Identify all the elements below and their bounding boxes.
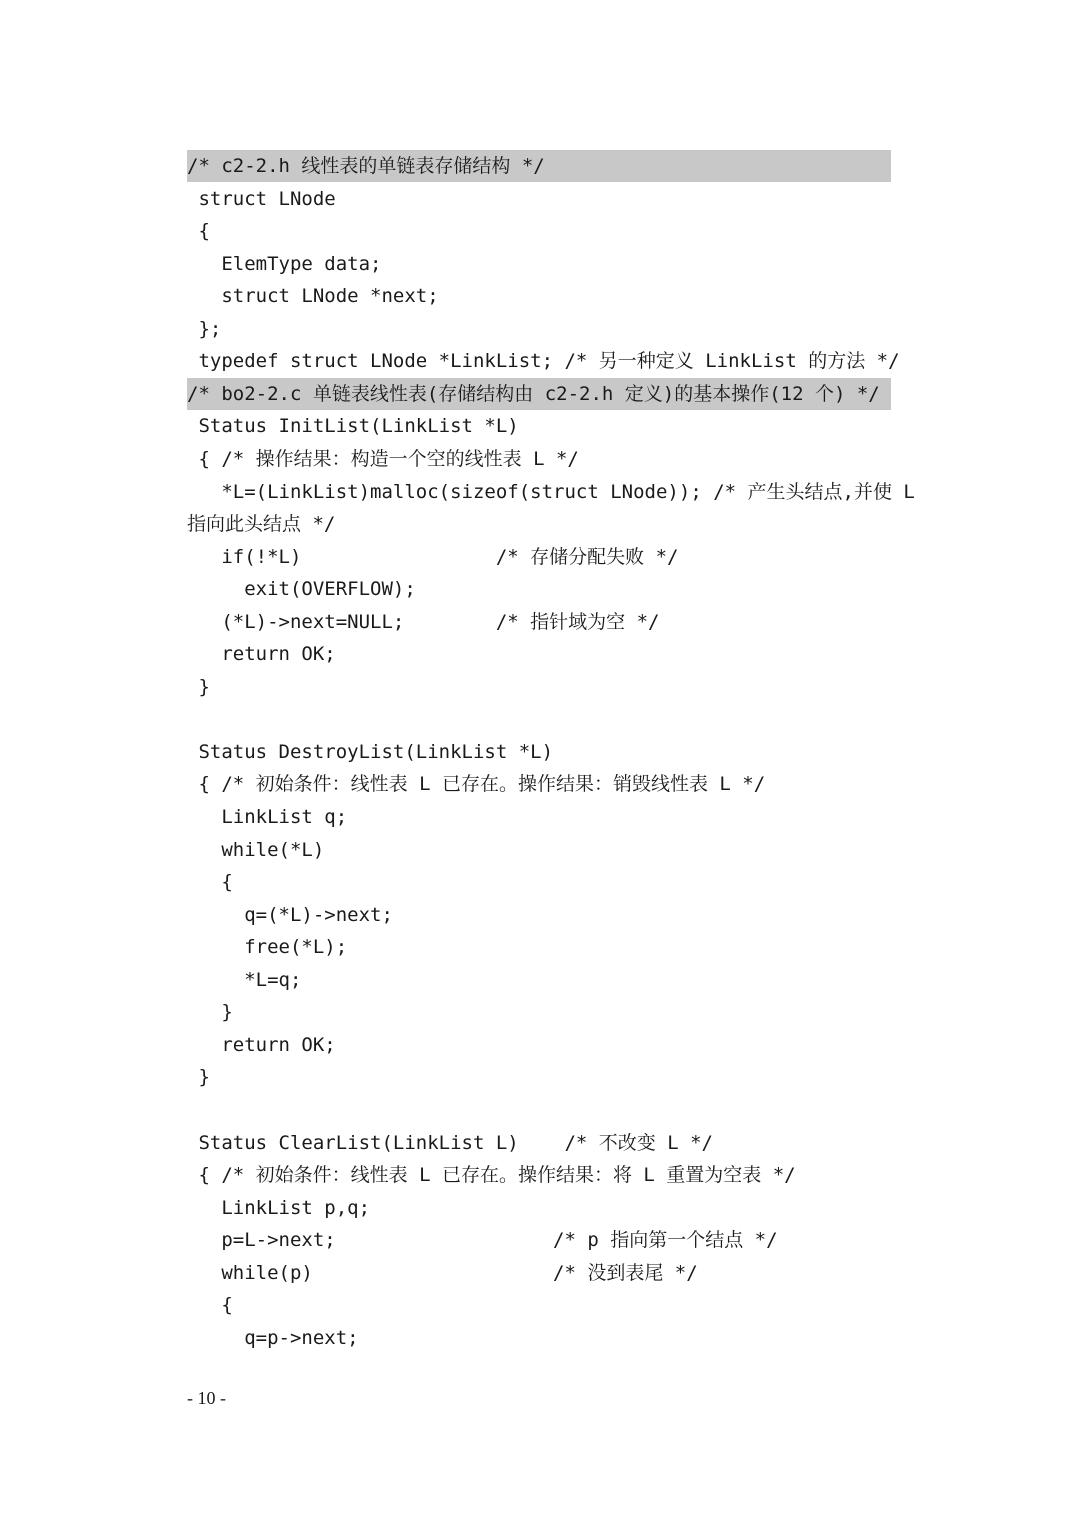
code-line: LinkList p,q; xyxy=(187,1196,371,1219)
code-line: ElemType data; xyxy=(187,252,382,275)
code-line: q=(*L)->next; xyxy=(187,903,393,926)
code-line: Status DestroyList(LinkList *L) xyxy=(187,740,554,763)
code-line: struct LNode *next; xyxy=(187,285,439,308)
code-line: } xyxy=(187,675,210,698)
code-line: *L=(LinkList)malloc(sizeof(struct LNode)); /* 产生头结点,并使 L xyxy=(187,480,915,503)
code-line: (*L)->next=NULL; /* 指针域为空 */ xyxy=(187,610,660,633)
code-line: { /* 初始条件：线性表 L 已存在。操作结果：销毁线性表 L */ xyxy=(187,773,766,796)
code-line: Status ClearList(LinkList L) /* 不改变 L */ xyxy=(187,1131,713,1154)
code-line: struct LNode xyxy=(187,187,336,210)
code-line: 指向此头结点 */ xyxy=(187,513,336,536)
highlighted-comment-line: /* bo2-2.c 单链表线性表(存储结构由 c2-2.h 定义)的基本操作(12 个) */ xyxy=(187,378,891,410)
code-line: { /* 操作结果：构造一个空的线性表 L */ xyxy=(187,447,579,470)
page-number: - 10 - xyxy=(187,1388,226,1408)
code-line: } xyxy=(187,1066,210,1089)
code-line: while(p) /* 没到表尾 */ xyxy=(187,1261,698,1284)
code-line: exit(OVERFLOW); xyxy=(187,578,416,601)
code-line: q=p->next; xyxy=(187,1326,359,1349)
code-line: LinkList q; xyxy=(187,806,348,828)
code-line: return OK; xyxy=(187,643,336,666)
code-line: }; xyxy=(187,317,222,340)
code-line: } xyxy=(187,1001,233,1024)
code-line: *L=q; xyxy=(187,968,302,991)
code-line: { xyxy=(187,220,210,243)
code-line: if(!*L) /* 存储分配失败 */ xyxy=(187,545,679,568)
code-line: free(*L); xyxy=(187,936,348,959)
code-line: { xyxy=(187,1294,233,1317)
code-line: Status InitList(LinkList *L) xyxy=(187,415,519,438)
code-line: return OK; xyxy=(187,1033,336,1056)
code-line: { xyxy=(187,871,233,894)
code-line: p=L->next; /* p 指向第一个结点 */ xyxy=(187,1229,778,1252)
highlighted-comment-line: /* c2-2.h 线性表的单链表存储结构 */ xyxy=(187,150,891,182)
code-line: { /* 初始条件：线性表 L 已存在。操作结果：将 L 重置为空表 */ xyxy=(187,1164,796,1187)
code-line: typedef struct LNode *LinkList; /* 另一种定义 LinkList 的方法 */ xyxy=(187,350,900,373)
code-line: while(*L) xyxy=(187,838,325,861)
